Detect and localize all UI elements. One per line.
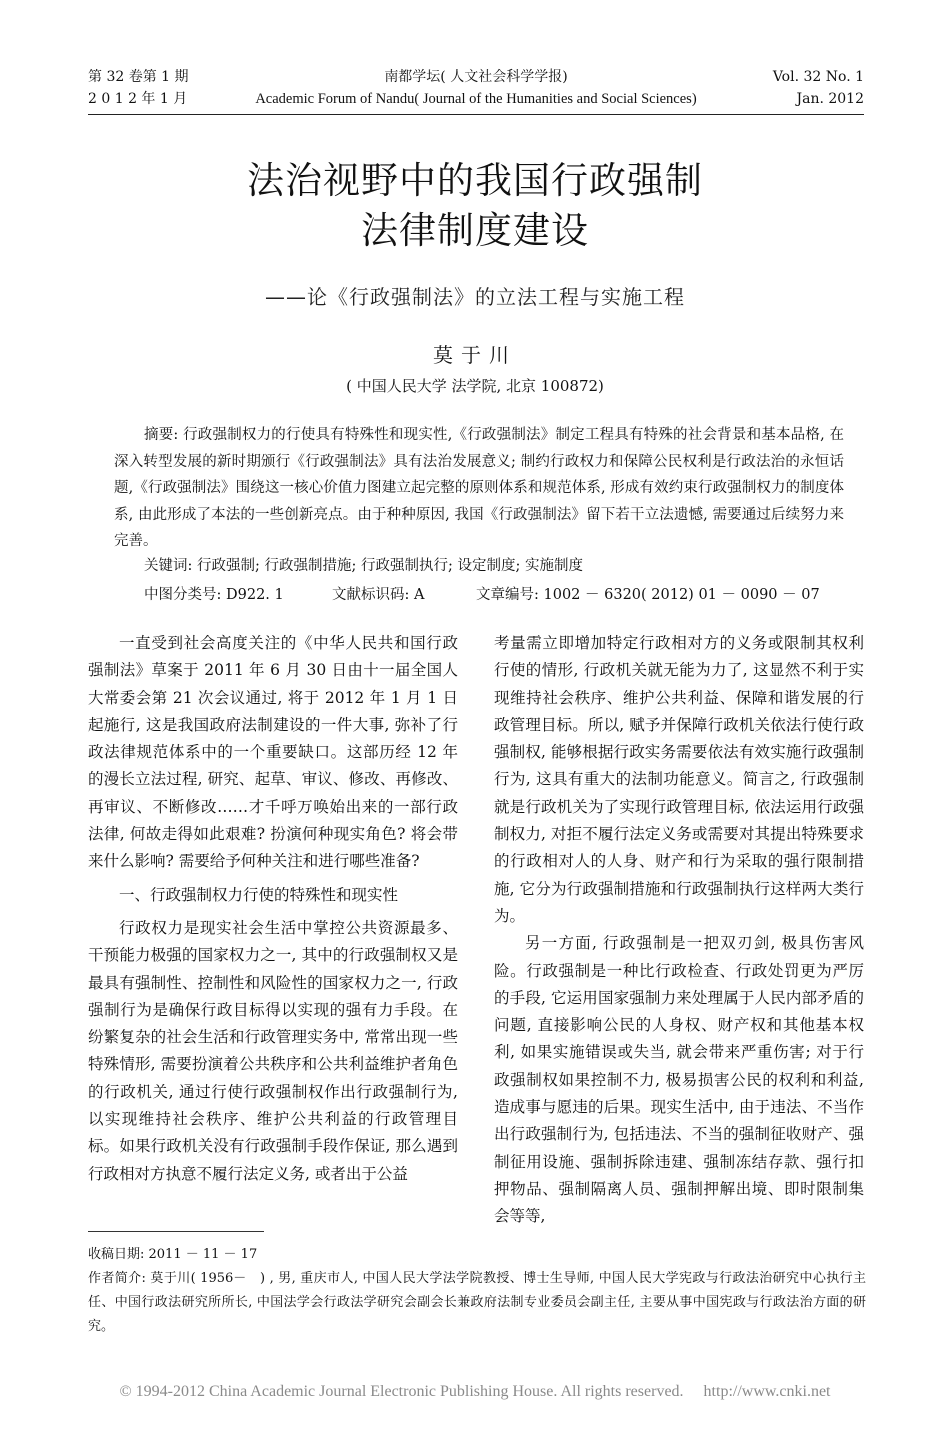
keywords: 关键词: 行政强制; 行政强制措施; 行政强制执行; 设定制度; 实施制度 xyxy=(144,558,583,574)
cnki-url: http://www.cnki.net xyxy=(703,1383,831,1400)
section-heading: 一、行政强制权力行使的特殊性和现实性 xyxy=(119,885,399,904)
journal-name-cn: 南都学坛( 人文社会科学学报) xyxy=(384,69,568,85)
copyright-footer xyxy=(0,1381,950,1403)
volume-en: Vol. 32 No. 1 xyxy=(772,69,864,85)
article-number: 文章编号: 1002 － 6320( 2012) 01 － 0090 － 07 xyxy=(476,587,820,603)
abstract: 摘要: 行政强制权力的行使具有特殊性和现实性,《行政强制法》制定工程具有特殊的社会背景和基本品格, 在深入转型发展的新时期颁行《行政强制法》具有法治发展意义; 制约行政权力和保障公民权利是行政法治的永恒话题,《行政强制法》围绕这一核心价值力图建立起完整的原则体系和规范体系, 形成有效约束行政强制权力的制度体系, 由此形成了本法的一些创新亮点。由于种种原因, 我国《行政强制法》留下若干立法遗憾, 需要通过后续努力来完善。 xyxy=(114,427,844,549)
issue-date-cn: 2 0 1 2 年 1 月 xyxy=(88,91,188,107)
body-paragraph: 另一方面, 行政强制是一把双刃剑, 极具伤害风险。行政强制是一种比行政检查、行政处罚更为严厉的手段, 它运用国家强制力来处理属于人民内部矛盾的问题, 直接影响公民的人身权、财产权和其他基本权利, 如果实施错误或失当, 就会带来严重伤害; 对于行政强制权如果控制不力, 极易损害公民的权利和利益, 造成事与愿违的后果。现实生活中, 由于违法、不当作出行政强制行为, 包括违法、不当的强制征收财产、强制征用设施、强制拆除违建、强制冻结存款、强行扣押物品、强制隔离人员、强制押解出境、即时限制集会等等, xyxy=(494,934,864,1226)
running-header-line-2 xyxy=(88,88,864,110)
article-title-line-1: 法治视野中的我国行政强制 xyxy=(247,159,703,202)
document-code: 文献标识码: A xyxy=(332,587,425,603)
author-name: 莫于川 xyxy=(433,343,517,367)
article-title-line-2: 法律制度建设 xyxy=(361,209,589,252)
running-header-line-1 xyxy=(88,66,864,88)
author-affiliation: ( 中国人民大学 法学院, 北京 100872) xyxy=(346,377,604,395)
issue-date-en: Jan. 2012 xyxy=(796,91,864,107)
body-column-left xyxy=(88,630,458,1188)
body-paragraph: 考量需立即增加特定行政相对方的义务或限制其权利行使的情形, 行政机关就无能为力了, 这显然不利于实现维持社会秩序、维护公共利益、保障和谐发展的行政管理目标。所以, 赋予并保障行政机关依法行使行政强制权, 能够根据行政实务需要依法有效实施行政强制行为, 这具有重大的法制功能意义。简言之, 行政强制就是行政机关为了实现行政管理目标, 依法运用行政强制权力, 对拒不履行法定义务或需要对其提出特殊要求的行政相对人的人身、财产和行为采取的强行限制措施, 它分为行政强制措施和行政强制执行这样两大类行为。 xyxy=(494,634,864,925)
header-divider xyxy=(88,114,864,115)
footnote-received-date: 收稿日期: 2011 － 11 － 17 xyxy=(88,1247,258,1262)
issue-number-cn: 第 32 卷第 1 期 xyxy=(88,69,189,85)
clc-number: 中图分类号: D922. 1 xyxy=(144,587,284,603)
footnote-divider xyxy=(88,1231,264,1232)
article-subtitle: ——论《行政强制法》的立法工程与实施工程 xyxy=(265,285,685,309)
copyright-text: © 1994-2012 China Academic Journal Electronic Publishing House. All rights reserved. xyxy=(119,1383,684,1400)
body-column-right xyxy=(494,630,864,1231)
body-paragraph: 一直受到社会高度关注的《中华人民共和国行政强制法》草案于 2011 年 6 月 30 日由十一届全国人大常委会第 21 次会议通过, 将于 2012 年 1 月 1 日起施行, 这是我国政府法制建设的一件大事, 弥补了行政法律规范体系中的一个重要缺口。这部历经 12 年的漫长立法过程, 研究、起草、审议、修改、再修改、再审议、不断修改……才千呼万唤始出来的一部行政法律, 何故走得如此艰难? 扮演何种现实角色? 将会带来什么影响? 需要给予何种关注和进行哪些准备? xyxy=(88,634,458,871)
body-paragraph: 行政权力是现实社会生活中掌控公共资源最多、干预能力极强的国家权力之一, 其中的行政强制权又是最具有强制性、控制性和风险性的国家权力之一, 行政强制行为是确保行政目标得以实现的强有力手段。在纷繁复杂的社会生活和行政管理实务中, 常常出现一些特殊情形, 需要扮演着公共秩序和公共利益维护者角色的行政机关, 通过行使行政强制权作出行政强制行为, 以实现维持社会秩序、维护公共利益的行政管理目标。如果行政机关没有行政强制手段作保证, 那么遇到行政相对方执意不履行法定义务, 或者出于公益 xyxy=(88,918,458,1183)
classification-row xyxy=(144,582,844,608)
journal-name-en: Academic Forum of Nandu( Journal of the Humanities and Social Sciences) xyxy=(255,91,697,107)
footnote-author-bio: 作者简介: 莫于川( 1956－ ) , 男, 重庆市人, 中国人民大学法学院教授、博士生导师, 中国人民大学宪政与行政法治研究中心执行主任、中国行政法研究所所长, 中国法学会行政法学研究会副会长兼政府法制专业委员会副主任, 主要从事中国宪政与行政法治方面的研究。 xyxy=(88,1271,866,1334)
